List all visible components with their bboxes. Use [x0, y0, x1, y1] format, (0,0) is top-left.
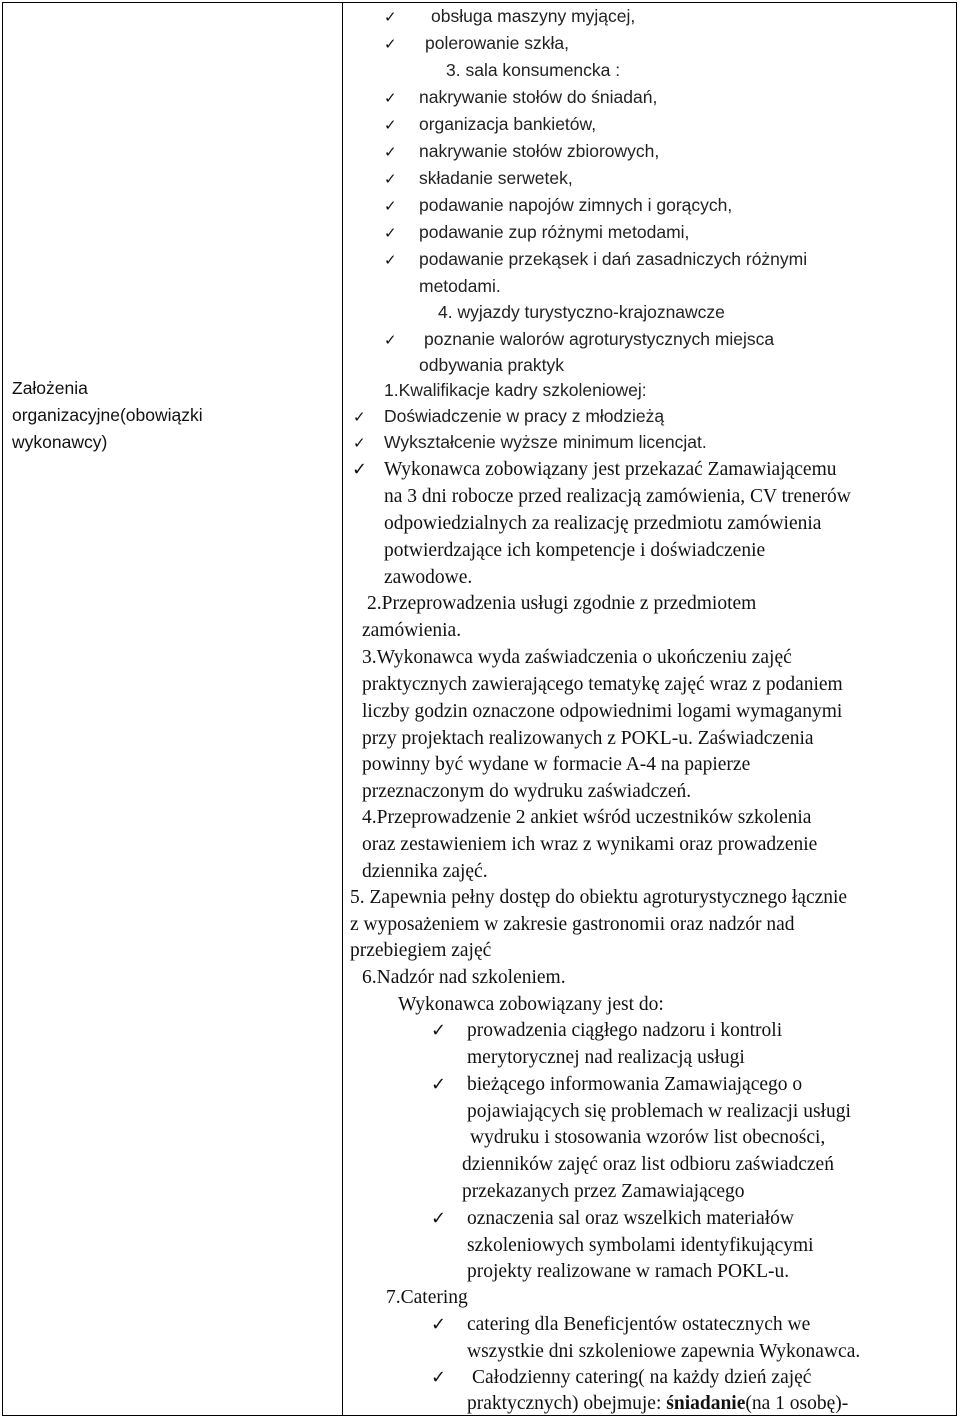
section-heading: 1.Kwalifikacje kadry szkoleniowej: [384, 380, 647, 400]
list-item: podawanie przekąsek i dań zasadniczych różnymi [419, 249, 808, 269]
list-item: podawanie zup różnymi metodami, [419, 222, 690, 242]
check-icon: ✓ [384, 251, 397, 269]
check-icon: ✓ [384, 331, 397, 349]
check-icon: ✓ [431, 1208, 447, 1229]
check-icon: ✓ [431, 1367, 447, 1388]
list-item: prowadzenia ciągłego nadzoru i kontroli [467, 1020, 783, 1041]
check-icon: ✓ [384, 89, 397, 107]
list-item: catering dla Beneficjentów ostatecznych we [467, 1314, 811, 1335]
list-item-continuation: wszystkie dni szkoleniowe zapewnia Wykonawca. [467, 1341, 861, 1362]
check-icon: ✓ [384, 170, 397, 188]
check-icon: ✓ [352, 459, 368, 480]
check-icon: ✓ [384, 116, 397, 134]
paragraph-line: liczby godzin oznaczone odpowiednimi logami wymaganymi [362, 701, 843, 722]
check-icon: ✓ [384, 35, 397, 53]
list-item: obsługa maszyny myjącej, [431, 6, 636, 26]
paragraph-line: 5. Zapewnia pełny dostęp do obiektu agroturystycznego łącznie [350, 887, 848, 908]
paragraph-line: praktycznych zawierającego tematykę zajęć wraz z podaniem [362, 674, 843, 695]
paragraph-line: przebiegiem zajęć [350, 940, 492, 961]
list-item: poznanie walorów agroturystycznych miejsca [424, 329, 775, 349]
section-heading: 3. sala konsumencka : [446, 60, 621, 80]
paragraph-line: dziennika zajęć. [362, 861, 488, 882]
list-item: bieżącego informowania Zamawiającego o [467, 1074, 803, 1095]
check-icon: ✓ [384, 224, 397, 242]
paragraph-line: z wyposażeniem w zakresie gastronomii oraz nadzór nad [350, 914, 795, 935]
list-item-continuation: dzienników zajęć oraz list odbioru zaświadczeń [462, 1154, 834, 1175]
list-item-continuation: odbywania praktyk [419, 355, 564, 375]
paragraph-line: 6.Nadzór nad szkoleniem. [362, 967, 566, 988]
list-item: oznaczenia sal oraz wszelkich materiałów [467, 1208, 794, 1229]
section-heading: 4. wyjazdy turystyczno-krajoznawcze [438, 302, 725, 322]
paragraph-line: przy projektach realizowanych z POKL-u. Zaświadczenia [362, 728, 814, 749]
list-item-continuation: przekazanych przez Zamawiającego [462, 1181, 745, 1202]
paragraph-line: 3.Wykonawca wyda zaświadczenia o ukończeniu zajęć [362, 647, 792, 668]
list-item: Wykonawca zobowiązany jest przekazać Zamawiającemu [384, 459, 837, 480]
list-item: Wykształcenie wyższe minimum licencjat. [384, 432, 707, 452]
paragraph-line: Wykonawca zobowiązany jest do: [398, 994, 664, 1015]
left-cell-line-3: wykonawcy) [12, 432, 108, 452]
check-icon: ✓ [384, 143, 397, 161]
check-icon: ✓ [353, 434, 366, 452]
list-item-continuation: na 3 dni robocze przed realizacją zamówienia, CV trenerów [384, 486, 851, 507]
list-item: Doświadczenie w pracy z młodzieżą [384, 406, 665, 426]
catering-intro-text: praktycznych) obejmuje: [467, 1393, 667, 1414]
list-item-continuation: pojawiających się problemach w realizacji usługi [467, 1101, 851, 1122]
list-item: nakrywanie stołów do śniadań, [419, 87, 658, 107]
breakfast-emphasis: śniadanie [666, 1393, 746, 1414]
check-icon: ✓ [431, 1020, 447, 1041]
check-icon: ✓ [431, 1074, 447, 1095]
list-item: polerowanie szkła, [425, 33, 569, 53]
paragraph-line: oraz zestawieniem ich wraz z wynikami oraz prowadzenie [362, 834, 818, 855]
left-cell-line-1: Założenia [12, 378, 88, 398]
list-item-continuation: zawodowe. [384, 567, 473, 588]
list-item-continuation: szkoleniowych symbolami identyfikującymi [467, 1235, 814, 1256]
paragraph-line: 2.Przeprowadzenia usługi zgodnie z przedmiotem [367, 593, 757, 614]
list-item: składanie serwetek, [419, 168, 573, 188]
list-item-continuation: merytorycznej nad realizacją usługi [467, 1047, 745, 1068]
column-divider [342, 2, 343, 1416]
list-item: nakrywanie stołów zbiorowych, [419, 141, 660, 161]
check-icon: ✓ [353, 408, 366, 426]
list-item: organizacja bankietów, [419, 114, 597, 134]
left-cell-line-2: organizacyjne(obowiązki [12, 405, 203, 425]
check-icon: ✓ [384, 8, 397, 26]
list-item: Całodzienny catering( na każdy dzień zajęć [472, 1367, 812, 1388]
section-heading: 7.Catering [386, 1287, 468, 1308]
check-icon: ✓ [431, 1314, 447, 1335]
paragraph-line: 4.Przeprowadzenie 2 ankiet wśród uczestników szkolenia [362, 807, 812, 828]
list-item: podawanie napojów zimnych i gorących, [419, 195, 733, 215]
list-item-continuation: projekty realizowane w ramach POKL-u. [467, 1261, 790, 1282]
list-item-continuation: potwierdzające ich kompetencje i doświadczenie [384, 540, 766, 561]
paragraph-line: przeznaczonym do wydruku zaświadczeń. [362, 781, 692, 802]
list-item-continuation: wydruku i stosowania wzorów list obecności, [470, 1127, 826, 1148]
list-item-continuation [467, 1394, 848, 1414]
check-icon: ✓ [384, 197, 397, 215]
catering-per-person-text: (na 1 osobę)- [745, 1393, 849, 1414]
paragraph-line: zamówienia. [362, 620, 462, 641]
list-item-continuation: metodami. [419, 276, 501, 296]
list-item-continuation: odpowiedzialnych za realizację przedmiotu zamówienia [384, 513, 822, 534]
paragraph-line: powinny być wydane w formacie A-4 na papierze [362, 754, 751, 775]
